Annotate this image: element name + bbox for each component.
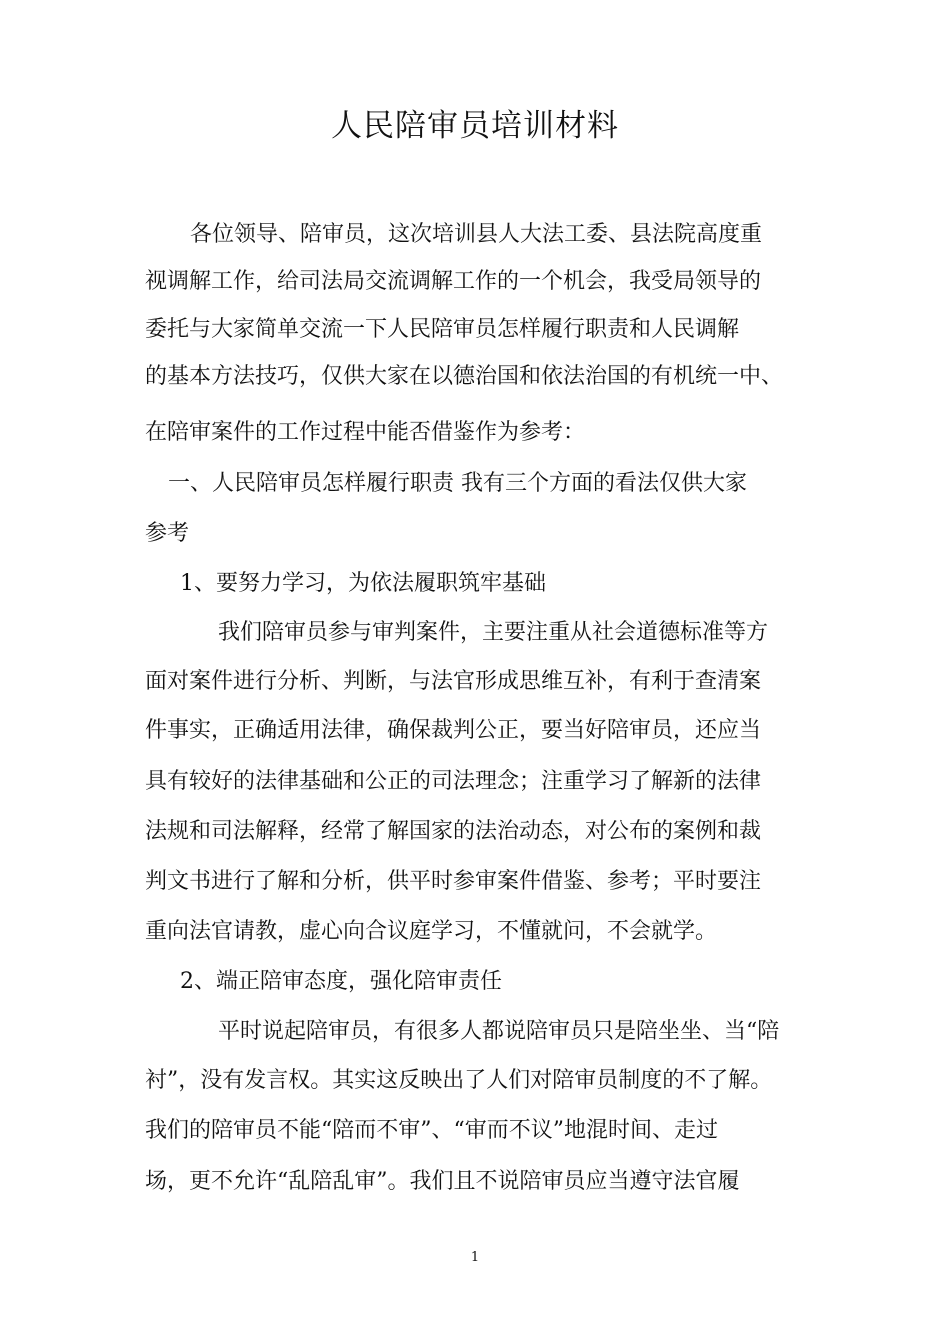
body-line: 的基本方法技巧，仅供大家在以德治国和依法治国的有机统一中、 bbox=[145, 364, 784, 389]
body-line: 参考 bbox=[145, 521, 190, 546]
body-line: 重向法官请教，虚心向合议庭学习，不懂就问，不会就学。 bbox=[145, 919, 718, 944]
body-line: 我们的陪审员不能“陪而不审”、“审而不议”地混时间、走过 bbox=[145, 1118, 718, 1143]
body-line: 场，更不允许“乱陪乱审”。我们且不说陪审员应当遵守法官履 bbox=[145, 1169, 740, 1194]
body-line: 具有较好的法律基础和公正的司法理念；注重学习了解新的法律 bbox=[145, 769, 762, 794]
body-line: 视调解工作，给司法局交流调解工作的一个机会，我受局领导的 bbox=[145, 269, 762, 294]
body-line: 件事实，正确适用法律，确保裁判公正，要当好陪审员，还应当 bbox=[145, 718, 762, 743]
subsection-heading: 1、要努力学习，为依法履职筑牢基础 bbox=[180, 571, 546, 596]
body-line: 委托与大家简单交流一下人民陪审员怎样履行职责和人民调解 bbox=[145, 317, 740, 342]
body-line: 判文书进行了解和分析，供平时参审案件借鉴、参考；平时要注 bbox=[145, 869, 762, 894]
body-line: 各位领导、陪审员，这次培训县人大法工委、县法院高度重 bbox=[190, 222, 763, 247]
body-line: 面对案件进行分析、判断，与法官形成思维互补，有利于查清案 bbox=[145, 669, 762, 694]
body-line: 平时说起陪审员，有很多人都说陪审员只是陪坐坐、当“陪 bbox=[218, 1019, 780, 1044]
body-line: 在陪审案件的工作过程中能否借鉴作为参考： bbox=[145, 420, 586, 445]
body-line: 法规和司法解释，经常了解国家的法治动态，对公布的案例和裁 bbox=[145, 819, 762, 844]
section-heading: 一、人民陪审员怎样履行职责 我有三个方面的看法仅供大家 bbox=[168, 471, 747, 496]
body-line: 我们陪审员参与审判案件，主要注重从社会道德标准等方 bbox=[218, 620, 769, 645]
page-number: 1 bbox=[470, 1250, 480, 1265]
subsection-heading: 2、端正陪审态度，强化陪审责任 bbox=[180, 969, 502, 994]
document-title: 人民陪审员培训材料 bbox=[331, 108, 619, 144]
body-line: 衬”，没有发言权。其实这反映出了人们对陪审员制度的不了解。 bbox=[145, 1068, 773, 1093]
